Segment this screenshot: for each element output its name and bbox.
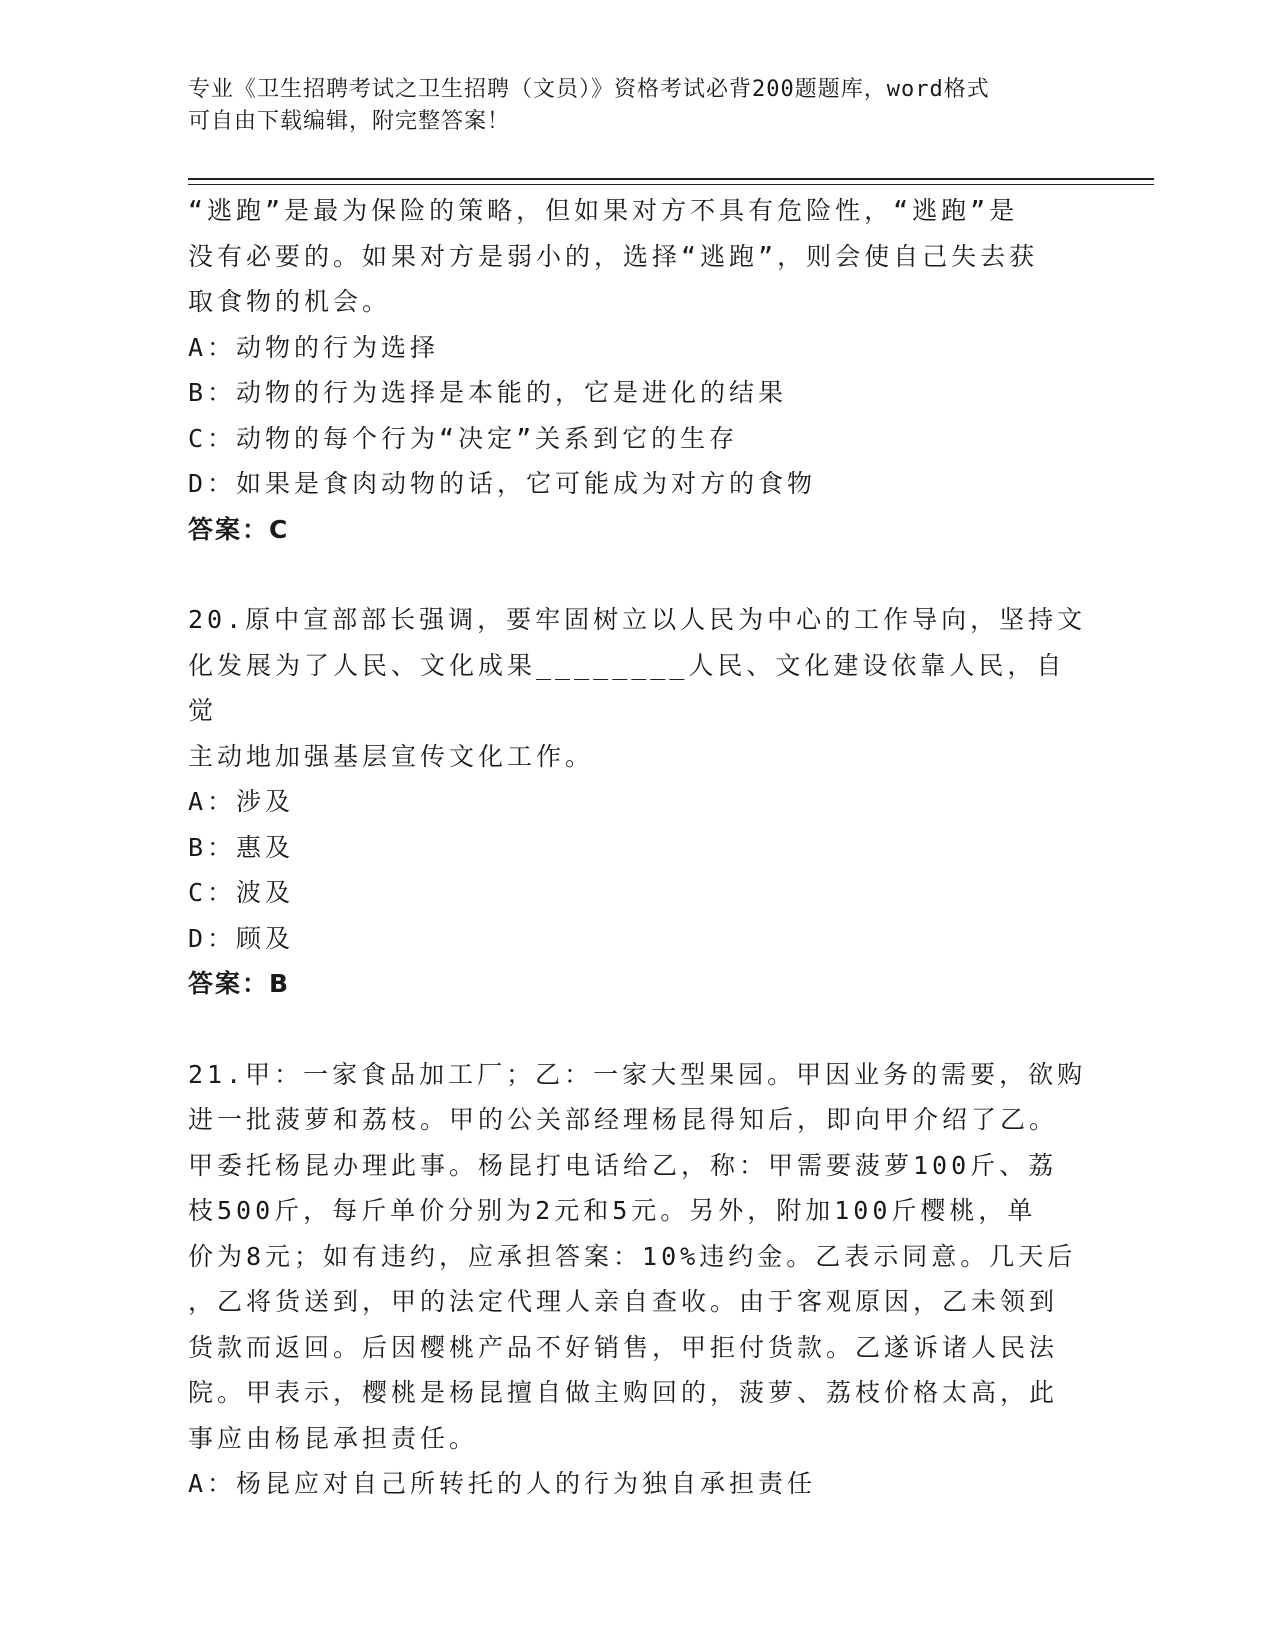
option-c: C：波及 [188,878,295,907]
question-spacer [188,552,1088,597]
question-stem-line: 20.原中宣部部长强调，要牢固树立以人民为中心的工作导向，坚持文 [188,605,1087,634]
question-stem-line: 院。甲表示，樱桃是杨昆擅自做主购回的，菠萝、荔枝价格太高，此 [188,1378,1059,1407]
question-stem-line: ，乙将货送到，甲的法定代理人亲自查收。由于客观原因，乙未领到 [188,1287,1059,1316]
header-line-1: 专业《卫生招聘考试之卫生招聘（文员）》资格考试必背200题题库，word格式 [188,77,990,102]
answer: 答案：B [188,969,291,998]
document-header [188,74,1068,138]
option-a: A：动物的行为选择 [188,332,440,362]
question-21 [188,1052,1088,1507]
question-stem-line: 没有必要的。如果对方是弱小的，选择“逃跑”，则会使自己失去获 [188,241,1039,271]
option-a: A：杨昆应对自己所转托的人的行为独自承担责任 [188,1469,817,1498]
question-stem-line: 事应由杨昆承担责任。 [188,1423,479,1453]
question-stem-line: 取食物的机会。 [188,287,392,316]
question-stem-line: 进一批菠萝和荔枝。甲的公关部经理杨昆得知后，即向甲介绍了乙。 [188,1105,1059,1134]
question-spacer [188,1007,1088,1052]
header-line-2: 可自由下载编辑，附完整答案！ [188,109,511,134]
question-stem-line: 枝500斤，每斤单价分别为2元和5元。另外，附加100斤樱桃，单 [188,1196,1037,1225]
question-stem-line: 主动地加强基层宣传文化工作。 [188,741,595,771]
question-stem-line: 甲委托杨昆办理此事。杨昆打电话给乙，称：甲需要菠萝100斤、荔 [188,1150,1058,1180]
question-stem-line: “逃跑”是最为保险的策略，但如果对方不具有危险性，“逃跑”是 [188,196,1019,225]
answer: 答案：C [188,514,290,544]
question-stem-line: 货款而返回。后因樱桃产品不好销售，甲拒付货款。乙遂诉诸人民法 [188,1332,1059,1362]
option-d: D：如果是食肉动物的话，它可能成为对方的食物 [188,469,817,498]
header-divider-thick [188,178,1154,180]
option-a: A：涉及 [188,787,295,816]
question-19 [188,188,1088,552]
option-b: B：惠及 [188,832,295,862]
question-stem-line: 21.甲：一家食品加工厂；乙：一家大型果园。甲因业务的需要，欲购 [188,1059,1087,1089]
option-d: D：顾及 [188,923,295,953]
question-content [188,188,1088,1507]
question-stem-line: 价为8元；如有违约，应承担答案：10%违约金。乙表示同意。几天后 [188,1241,1077,1271]
header-divider-thin [188,184,1154,185]
question-20 [188,597,1088,1007]
question-stem-line: 化发展为了人民、文化成果________人民、文化建设依靠人民，自觉 [188,650,1066,725]
option-c: C：动物的每个行为“决定”关系到它的生存 [188,423,739,453]
option-b: B：动物的行为选择是本能的，它是进化的结果 [188,378,788,407]
